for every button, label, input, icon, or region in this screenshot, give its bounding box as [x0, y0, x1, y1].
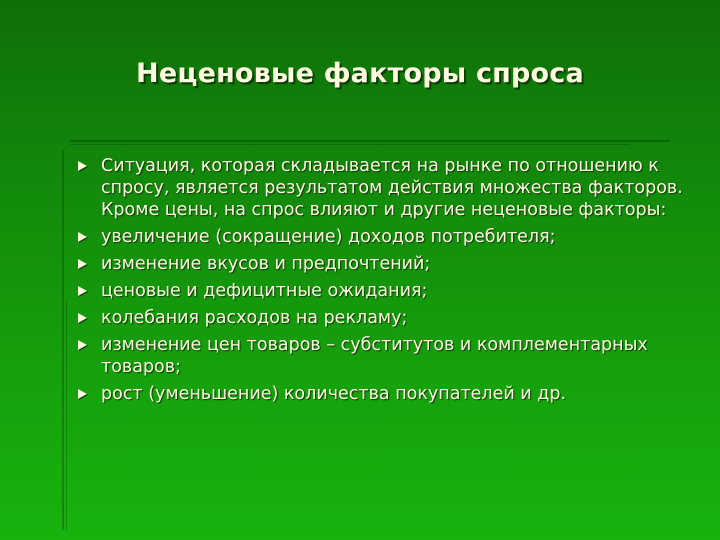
decorative-line — [70, 144, 630, 145]
bullet-text: ценовые и дефицитные ожидания; — [101, 281, 428, 301]
bullet-arrow-icon — [78, 340, 87, 350]
bullet-arrow-icon — [78, 286, 87, 296]
bullet-item — [77, 280, 707, 302]
bullet-arrow-icon — [78, 313, 87, 323]
decorative-line — [62, 150, 64, 530]
bullet-item — [77, 253, 707, 275]
decorative-line — [70, 140, 670, 142]
bullet-text: увеличение (сокращение) доходов потребителя; — [101, 227, 556, 247]
bullet-text: Ситуация, которая складывается на рынке по отношению к спросу, является результатом действия множества факторов. Кроме цены, на спрос влияют и другие неценовые факторы: — [101, 156, 683, 220]
bullet-text: изменение цен товаров – субститутов и комплементарных товаров; — [101, 335, 648, 377]
bullet-arrow-icon — [78, 259, 87, 269]
bullet-list — [77, 155, 707, 410]
bullet-item — [77, 155, 707, 221]
bullet-arrow-icon — [78, 389, 87, 399]
bullet-text: рост (уменьшение) количества покупателей и др. — [101, 384, 567, 404]
bullet-item — [77, 383, 707, 405]
bullet-text: колебания расходов на рекламу; — [101, 308, 408, 328]
bullet-text: изменение вкусов и предпочтений; — [101, 254, 431, 274]
slide-title: Неценовые факторы спроса — [136, 58, 584, 89]
bullet-arrow-icon — [78, 161, 87, 171]
bullet-item — [77, 226, 707, 248]
bullet-item — [77, 307, 707, 329]
decorative-line — [66, 300, 67, 530]
bullet-item — [77, 334, 707, 378]
bullet-arrow-icon — [78, 232, 87, 242]
